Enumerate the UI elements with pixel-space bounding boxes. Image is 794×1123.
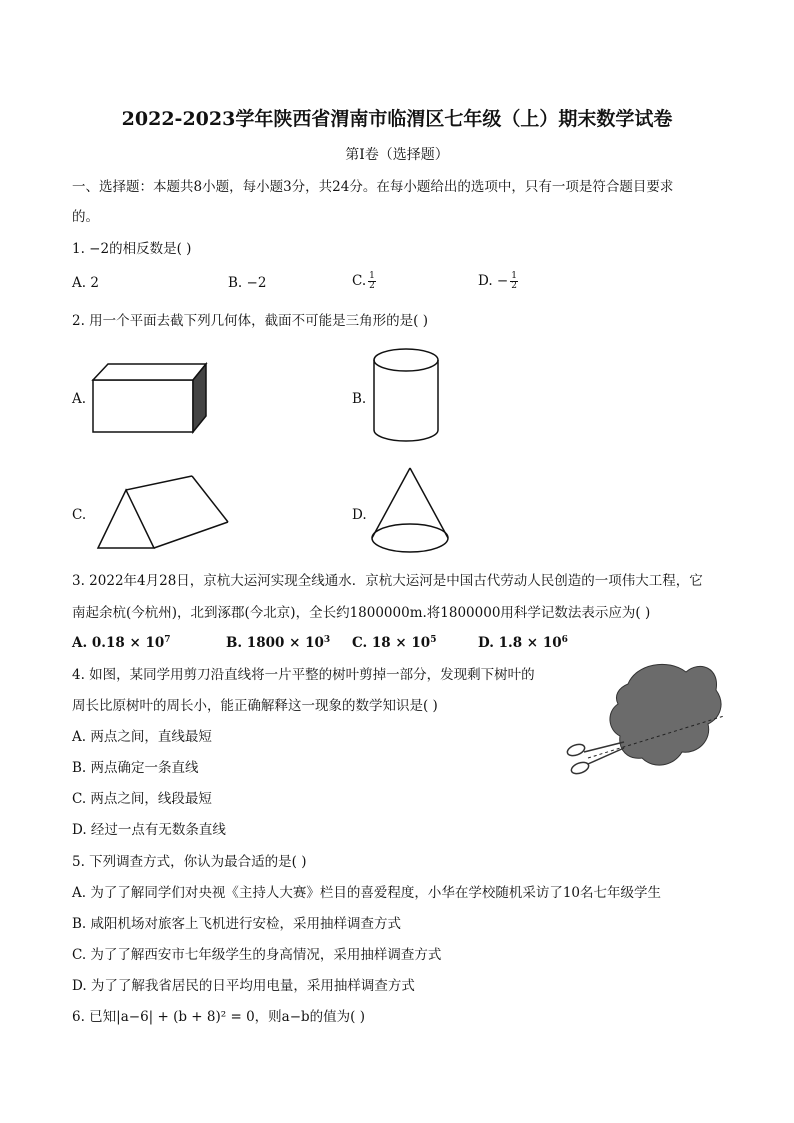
q3-option-d-exponent: 6 [561,635,568,645]
q5-option-a: A. 为了了解同学们对央视《主持人大赛》栏目的喜爱程度，小华在学校随机采访了10名七年级学生 [72,885,662,901]
fraction-numerator: 1 [511,271,517,281]
cuboid-front-face [93,380,193,432]
section-instructions-line2: 的。 [72,209,99,225]
cylinder-bottom-arc [374,430,438,441]
question-4-line1: 4. 如图，某同学用剪刀沿直线将一片平整的树叶剪掉一部分，发现剩下树叶的 [72,667,535,683]
cuboid-figure [88,358,208,440]
fraction-denominator: 2 [511,281,517,291]
cone-right-edge [410,468,448,538]
scissors-icon [566,742,624,776]
q3-option-c-base: C. 18 × 10 [352,635,431,651]
question-4-line2: 周长比原树叶的周长小，能正确解释这一现象的数学知识是( ) [72,698,438,714]
q1-option-c-fraction [368,272,376,291]
question-3-line2: 南起余杭(今杭州)，北到涿郡(今北京)，全长约1800000m.将1800000用科学记数法表示应为( ) [72,605,651,621]
q3-option-d-base: D. 1.8 × 10 [478,635,562,651]
q3-option-a-exponent: 7 [164,635,171,645]
prism-top-edge [126,476,192,490]
prism-bottom-edge [154,522,228,548]
q1-option-d-fraction [510,272,518,291]
q1-option-b: B. −2 [228,275,267,291]
q5-option-b: B. 咸阳机场对旅客上飞机进行安检，采用抽样调查方式 [72,916,402,932]
q3-option-a [72,634,171,652]
q3-option-c [352,634,436,652]
cuboid-top-face [93,364,206,380]
cone-base-ellipse [372,524,448,552]
q1-option-d [478,272,518,291]
q5-option-d: D. 为了了解我省居民的日平均用电量，采用抽样调查方式 [72,978,415,994]
q2-option-d-label: D. [352,507,367,523]
q3-option-b-exponent: 3 [323,635,331,645]
question-5-stem: 5. 下列调查方式，你认为最合适的是( ) [72,854,307,870]
q1-option-c-prefix: C. [352,273,367,289]
q4-option-d: D. 经过一点有无数条直线 [72,822,226,838]
question-6-stem: 6. 已知|a−6| + (b + 8)² = 0，则a−b的值为( ) [72,1009,365,1025]
question-1-stem: 1. −2的相反数是( ) [72,241,192,257]
q2-option-c-label: C. [72,507,87,523]
page-title: 2022-2023学年陕西省渭南市临渭区七年级（上）期末数学试卷 [121,108,673,130]
leaf-shape [610,664,721,765]
prism-front-triangle [98,490,154,548]
q3-option-c-exponent: 5 [430,635,437,645]
q3-option-b [226,634,330,652]
q4-option-c: C. 两点之间，线段最短 [72,791,212,807]
triangular-prism-figure [88,466,238,556]
q3-option-b-base: B. 1800 × 10 [226,635,324,651]
q3-option-a-base: A. 0.18 × 10 [72,635,165,651]
cone-figure [368,464,452,560]
q4-option-a: A. 两点之间，直线最短 [72,729,212,745]
q1-option-c [352,272,376,291]
question-2-stem: 2. 用一个平面去截下列几何体，截面不可能是三角形的是( ) [72,313,428,329]
section-instructions-line1: 一、选择题：本题共8小题，每小题3分，共24分。在每小题给出的选项中，只有一项是符合题目要求 [72,179,674,195]
section-subtitle: 第I卷（选择题） [345,147,449,163]
q5-option-c: C. 为了了解西安市七年级学生的身高情况，采用抽样调查方式 [72,947,442,963]
fraction-denominator: 2 [369,281,375,291]
cylinder-top-ellipse [374,349,438,371]
leaf-scissors-figure [558,654,728,788]
q2-option-b-label: B. [352,391,367,407]
q4-option-b: B. 两点确定一条直线 [72,760,199,776]
q2-option-a-label: A. [72,391,87,407]
q3-option-d [478,634,568,652]
q1-option-d-prefix: D. − [478,273,509,289]
q1-option-a: A. 2 [72,275,99,291]
question-3-line1: 3. 2022年4月28日，京杭大运河实现全线通水．京杭大运河是中国古代劳动人民创造的一项伟大工程，它 [72,573,703,589]
prism-back-edge [192,476,228,522]
cone-left-edge [372,468,410,538]
fraction-numerator: 1 [369,271,375,281]
cylinder-figure [368,346,444,446]
